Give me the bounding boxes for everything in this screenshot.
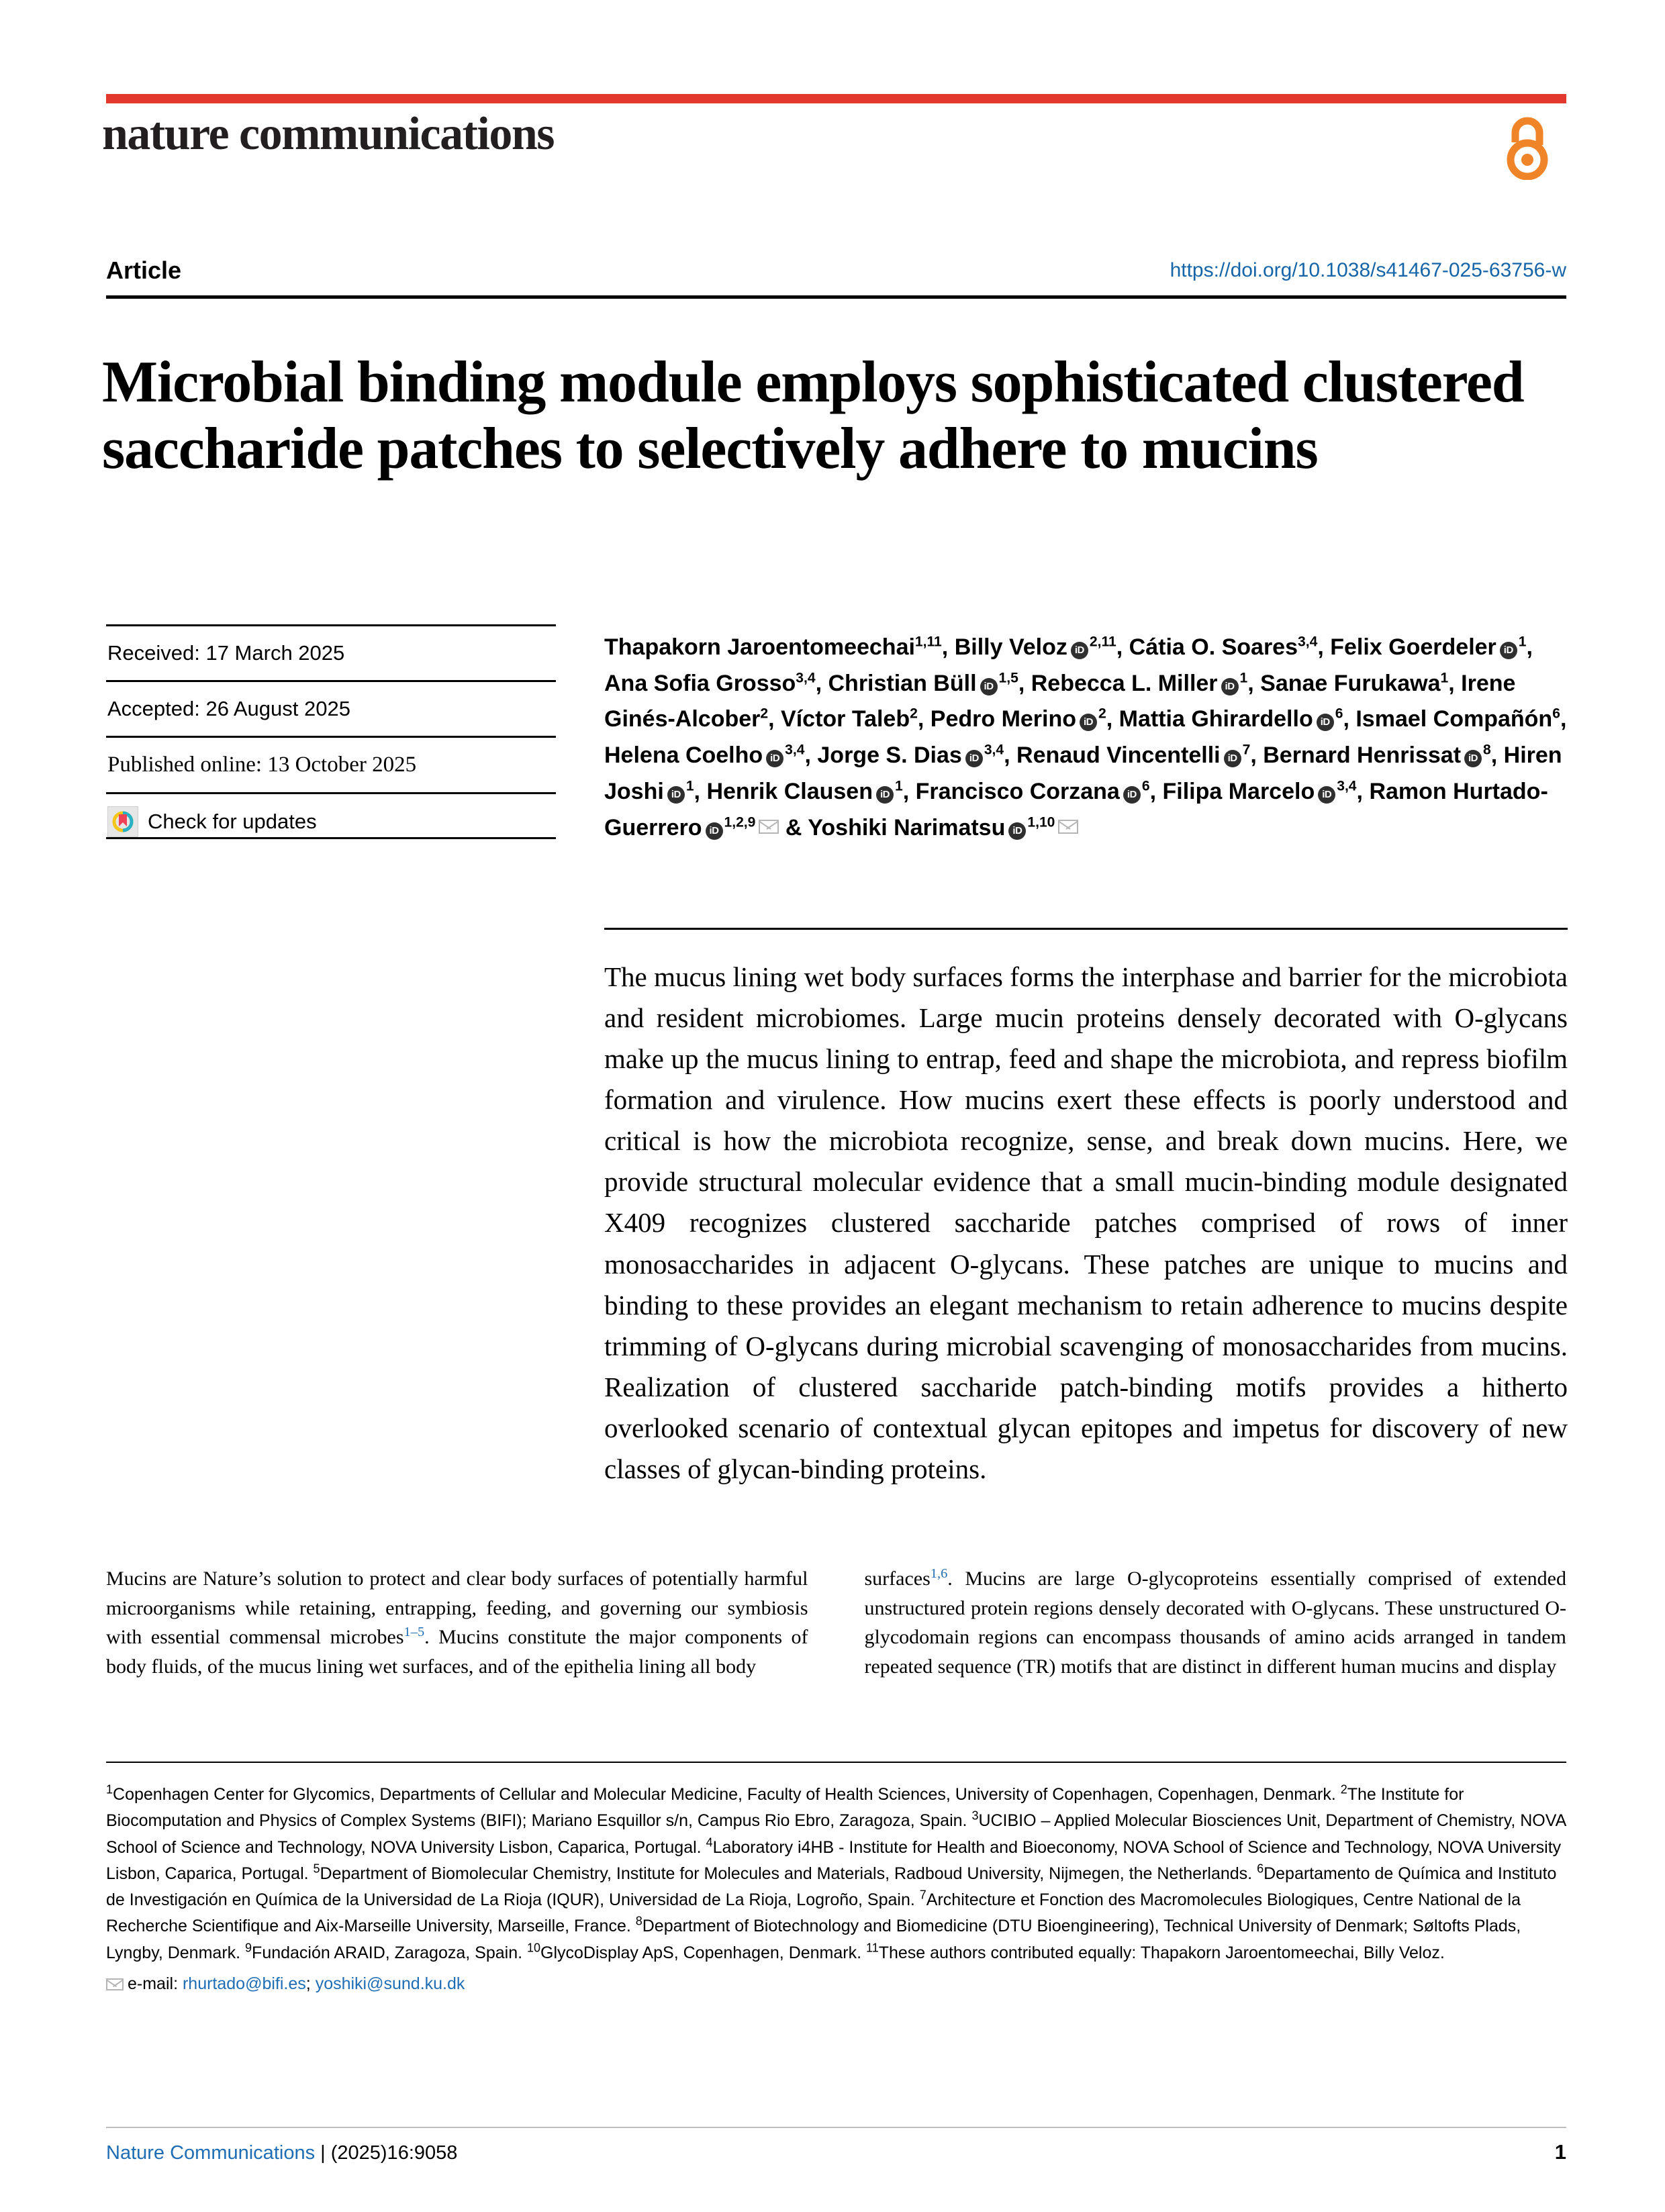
author-name: Bernard Henrissat bbox=[1263, 742, 1462, 769]
author-separator: & bbox=[779, 814, 808, 840]
author-affiliation-ref[interactable]: 1,2,9 bbox=[724, 814, 756, 830]
author-separator: , bbox=[1356, 778, 1370, 804]
author-affiliation-ref[interactable]: 6 bbox=[1141, 778, 1150, 794]
affiliation-number: 9 bbox=[245, 1941, 252, 1955]
citation-ref-1-6[interactable]: 1,6 bbox=[930, 1566, 948, 1581]
author-separator: , bbox=[1250, 742, 1264, 769]
affiliation-text: The Institute for Biocomputation and Physics of Complex Systems (BIFI); Mariano Esquillor s/n, Campus Rio Ebro, Zaragoza, Spain. bbox=[106, 1785, 1464, 1831]
affiliation-text: Copenhagen Center for Glycomics, Departments of Cellular and Molecular Medicine, Faculty of Health Sciences, University of Copenhagen, Copenhagen, Denmark. bbox=[113, 1785, 1341, 1804]
author-affiliation-ref[interactable]: 1,5 bbox=[998, 670, 1018, 686]
footer-citation: | (2025)16:9058 bbox=[320, 2142, 458, 2164]
author-entry bbox=[1263, 742, 1503, 768]
author-affiliation-ref[interactable]: 3,4 bbox=[1337, 778, 1357, 794]
author-entry bbox=[1355, 706, 1566, 732]
author-entry bbox=[828, 671, 1031, 696]
author-affiliation-ref[interactable]: 1,10 bbox=[1027, 814, 1055, 830]
author-entry bbox=[706, 779, 915, 804]
page-number: 1 bbox=[1554, 2140, 1566, 2164]
affiliation-text: GlycoDisplay ApS, Copenhagen, Denmark. bbox=[540, 1943, 867, 1962]
author-name: Pedro Merino bbox=[930, 706, 1077, 732]
affiliation-number: 8 bbox=[635, 1914, 643, 1928]
affiliation-number: 11 bbox=[866, 1941, 879, 1955]
author-affiliation-ref[interactable]: 3,4 bbox=[1298, 634, 1318, 650]
crossmark-icon bbox=[107, 806, 138, 837]
author-entry bbox=[781, 706, 931, 732]
open-access-icon bbox=[1503, 115, 1552, 180]
received-date: Received: 17 March 2025 bbox=[107, 641, 345, 665]
affiliation-number: 7 bbox=[919, 1888, 926, 1902]
author-name: Filipa Marcelo bbox=[1162, 778, 1315, 804]
author-separator: , bbox=[902, 778, 916, 804]
article-metadata-column bbox=[106, 624, 556, 839]
author-entry bbox=[1119, 706, 1356, 732]
author-name: Henrik Clausen bbox=[706, 778, 873, 804]
author-entry bbox=[1031, 671, 1260, 696]
author-separator: , bbox=[917, 706, 931, 732]
affiliation-number: 1 bbox=[106, 1782, 113, 1796]
orcid-icon[interactable]: iD bbox=[1464, 750, 1482, 767]
envelope-icon[interactable] bbox=[1058, 820, 1078, 834]
author-name: Francisco Corzana bbox=[915, 778, 1120, 804]
author-affiliation-ref[interactable]: 6 bbox=[1552, 706, 1560, 722]
author-affiliation-ref[interactable]: 2,11 bbox=[1089, 634, 1116, 650]
abstract-text: The mucus lining wet body surfaces forms the interphase and barrier for the microbiota and resident microbiomes. Large mucin proteins densely decorated with O-glycans make up the mucus lining to entrap, feed and shape the microbiota, and repress biofilm formation and virulence. How mucins exert these effects is poorly understood and critical is how the microbiota recognize, sense, and break down mucins. Here, we provide structural molecular evidence that a small mucin-binding module designated X409 recognizes clustered saccharide patches comprised of rows of inner monosaccharides in adjacent O-glycans. These patches are unique to mucins and binding to these provides an elegant mechanism to retain adherence to mucins despite trimming of O-glycans during microbial scavenging of monosaccharides from mucins. Realization of clustered saccharide patch-binding motifs provides a hitherto overlooked scenario of contextual glycan epitopes and impetus for discovery of new classes of glycan-binding proteins. bbox=[604, 961, 1568, 1484]
accepted-date: Accepted: 26 August 2025 bbox=[107, 697, 350, 720]
author-affiliation-ref[interactable]: 1 bbox=[1518, 634, 1527, 650]
abstract-section bbox=[604, 928, 1568, 1490]
affiliations-text bbox=[106, 1782, 1570, 1966]
author-affiliation-ref[interactable]: 2 bbox=[1098, 706, 1106, 722]
footer-citation-group bbox=[106, 2142, 457, 2164]
author-affiliation-ref[interactable]: 8 bbox=[1483, 742, 1491, 758]
author-affiliation-ref[interactable]: 1,11 bbox=[914, 634, 942, 650]
body-columns bbox=[106, 1564, 1566, 1681]
page-footer bbox=[106, 2140, 1566, 2164]
author-name: Jorge S. Dias bbox=[817, 742, 962, 769]
orcid-icon[interactable]: iD bbox=[1123, 786, 1141, 804]
author-separator: , bbox=[1490, 742, 1504, 769]
author-separator: , bbox=[1149, 778, 1163, 804]
author-affiliation-ref[interactable]: 1 bbox=[894, 778, 903, 794]
author-name: Billy Veloz bbox=[954, 634, 1067, 660]
orcid-icon[interactable]: iD bbox=[706, 822, 723, 840]
affiliation-number: 3 bbox=[971, 1809, 979, 1823]
orcid-icon[interactable]: iD bbox=[1318, 786, 1335, 804]
orcid-icon[interactable]: iD bbox=[1008, 822, 1026, 840]
affiliations-block bbox=[106, 1782, 1570, 1997]
journal-logo: nature communications bbox=[102, 108, 555, 160]
header-divider-rule bbox=[106, 295, 1566, 299]
author-affiliation-ref[interactable]: 1 bbox=[685, 778, 694, 794]
author-name: Víctor Taleb bbox=[781, 706, 910, 732]
affiliation-text: Department of Biotechnology and Biomedicine (DTU Bioengineering), Technical University of Denmark; Søltofts Plads, Lyngby, Denmark. bbox=[106, 1917, 1521, 1962]
author-entry bbox=[1016, 742, 1263, 768]
affiliation-number: 4 bbox=[706, 1835, 713, 1849]
author-affiliation-ref[interactable]: 3,4 bbox=[785, 742, 805, 758]
article-header-line bbox=[106, 256, 1566, 287]
orcid-icon[interactable]: iD bbox=[1080, 714, 1097, 731]
author-entry bbox=[931, 706, 1119, 732]
affiliation-text: Laboratory i4HB - Institute for Health and Bioeconomy, NOVA School of Science and Technology, NOVA University Lisbon, Caparica, Portugal. bbox=[106, 1837, 1562, 1883]
author-name: Rebecca L. Miller bbox=[1031, 670, 1218, 696]
orcid-icon[interactable]: iD bbox=[876, 786, 894, 804]
body-left-text-1: Mucins are Nature’s solution to protect and clear body surfaces of potentially harmful microorganisms while retaining, entrapping, feeding, and governing our symbiosis with essential commensal microbes bbox=[106, 1568, 808, 1648]
masthead-accent-rule bbox=[106, 94, 1566, 103]
author-entry bbox=[1330, 634, 1533, 660]
check-for-updates-label: Check for updates bbox=[148, 810, 317, 833]
body-right-text-2: . Mucins are large O-glycoproteins essentially comprised of extended unstructured protein regions densely decorated with O-glycans. These unstructured O-glycodomain regions can encompass thousands of amino acids arranged in tandem repeated sequence (TR) motifs that are distinct in different human mucins and display bbox=[864, 1568, 1566, 1678]
orcid-icon[interactable]: iD bbox=[1500, 642, 1517, 659]
body-left-text-2: . Mucins constitute the major components of body fluids, of the mucus lining wet surfaces, and of the epithelia lining all body bbox=[106, 1626, 808, 1678]
author-entry bbox=[604, 742, 817, 768]
email-link-1[interactable]: rhurtado@bifi.es bbox=[182, 1974, 306, 1993]
orcid-icon[interactable]: iD bbox=[1071, 642, 1088, 659]
author-name: Thapakorn Jaroentomeechai bbox=[604, 634, 915, 660]
author-separator: , bbox=[1317, 634, 1331, 660]
author-name: Hiren Joshi bbox=[604, 742, 1562, 804]
orcid-icon[interactable]: iD bbox=[667, 786, 685, 804]
published-date: Published online: 13 October 2025 bbox=[107, 753, 417, 777]
affiliation-number: 2 bbox=[1340, 1782, 1347, 1796]
author-affiliation-ref[interactable]: 1 bbox=[1239, 670, 1248, 686]
doi-link[interactable]: https://doi.org/10.1038/s41467-025-63756-w bbox=[1170, 259, 1566, 281]
footer-rule bbox=[106, 2127, 1566, 2128]
email-separator: ; bbox=[305, 1974, 316, 1993]
author-separator: , bbox=[694, 778, 707, 804]
affiliation-number: 6 bbox=[1257, 1862, 1264, 1876]
affiliation-text: These authors contributed equally: Thapakorn Jaroentomeechai, Billy Veloz. bbox=[878, 1943, 1445, 1962]
author-separator: , bbox=[1526, 634, 1533, 660]
author-affiliation-ref[interactable]: 6 bbox=[1335, 706, 1343, 722]
affiliation-number: 5 bbox=[313, 1862, 320, 1876]
author-separator: , bbox=[1560, 706, 1567, 732]
author-name: Irene Ginés-Alcober bbox=[604, 670, 1516, 732]
author-affiliation-ref[interactable]: 3,4 bbox=[984, 742, 1004, 758]
body-column-left bbox=[106, 1564, 808, 1681]
envelope-icon[interactable] bbox=[759, 820, 779, 834]
author-affiliation-ref[interactable]: 2 bbox=[760, 706, 769, 722]
corresponding-email-line bbox=[106, 1971, 1570, 1997]
affiliation-text: Department of Biomolecular Chemistry, Institute for Molecules and Materials, Radboud University, Nijmegen, the Netherlands. bbox=[320, 1864, 1257, 1883]
affiliation-text: Departamento de Química and Instituto de Investigación en Química de la Universidad de La Rioja (IQUR), Universidad de La Rioja, Logroño, Spain. bbox=[106, 1864, 1557, 1909]
author-entry bbox=[1260, 671, 1461, 696]
author-separator: , bbox=[1018, 670, 1031, 696]
author-separator: , bbox=[815, 670, 828, 696]
article-type-label: Article bbox=[106, 256, 182, 284]
author-separator: , bbox=[1247, 670, 1261, 696]
author-list bbox=[604, 630, 1571, 846]
affiliation-text: UCIBIO – Applied Molecular Biosciences Unit, Department of Chemistry, NOVA School of Science and Technology, NOVA University Lisbon, Caparica, Portugal. bbox=[106, 1811, 1566, 1857]
author-name: Helena Coelho bbox=[604, 742, 763, 769]
author-separator: , bbox=[804, 742, 818, 769]
author-entry bbox=[817, 742, 1016, 768]
orcid-icon[interactable]: iD bbox=[1317, 714, 1334, 731]
author-separator: , bbox=[1004, 742, 1017, 769]
orcid-icon[interactable]: iD bbox=[980, 678, 998, 695]
author-separator: , bbox=[768, 706, 781, 732]
envelope-icon bbox=[106, 1978, 124, 1990]
footer-journal-name[interactable]: Nature Communications bbox=[106, 2142, 316, 2164]
author-name: Sanae Furukawa bbox=[1260, 670, 1441, 696]
orcid-icon[interactable]: iD bbox=[1224, 750, 1241, 767]
author-name: Mattia Ghirardello bbox=[1119, 706, 1313, 732]
author-entry bbox=[955, 634, 1129, 660]
author-name: Cátia O. Soares bbox=[1129, 634, 1298, 660]
author-entry bbox=[1162, 779, 1369, 804]
body-column-right bbox=[865, 1564, 1567, 1681]
author-name: Yoshiki Narimatsu bbox=[808, 814, 1006, 840]
page-title: Microbial binding module employs sophisticated clustered saccharide patches to selectively adhere to mucins bbox=[102, 349, 1524, 481]
affiliation-text: Fundación ARAID, Zaragoza, Spain. bbox=[252, 1943, 527, 1962]
author-affiliation-ref[interactable]: 3,4 bbox=[796, 670, 816, 686]
author-entry bbox=[808, 815, 1078, 840]
author-name: Ana Sofia Grosso bbox=[604, 670, 796, 696]
author-name: Christian Büll bbox=[828, 670, 977, 696]
author-entry bbox=[604, 671, 828, 696]
author-name: Ismael Compañón bbox=[1355, 706, 1553, 732]
orcid-icon[interactable]: iD bbox=[965, 750, 983, 767]
author-entry bbox=[604, 634, 955, 660]
author-name: Felix Goerdeler bbox=[1330, 634, 1496, 660]
author-entry bbox=[1129, 634, 1331, 660]
author-separator: , bbox=[1106, 706, 1119, 732]
meta-rule-bottom bbox=[106, 837, 556, 839]
author-name: Renaud Vincentelli bbox=[1016, 742, 1221, 769]
author-separator: , bbox=[1448, 670, 1462, 696]
author-affiliation-ref[interactable]: 1 bbox=[1440, 670, 1449, 686]
affiliation-text: Architecture et Fonction des Macromolecules Biologiques, Centre National de la Recherche Scientifique and Aix-Marseille University, Marseille, France. bbox=[106, 1890, 1521, 1936]
email-link-2[interactable]: yoshiki@sund.ku.dk bbox=[315, 1974, 465, 1993]
author-entry bbox=[916, 779, 1163, 804]
orcid-icon[interactable]: iD bbox=[766, 750, 783, 767]
orcid-icon[interactable]: iD bbox=[1221, 678, 1239, 695]
author-separator: , bbox=[1343, 706, 1356, 732]
author-affiliation-ref[interactable]: 2 bbox=[910, 706, 918, 722]
check-for-updates-button[interactable] bbox=[106, 794, 556, 837]
email-label: e-mail: bbox=[128, 1974, 179, 1993]
author-affiliation-ref[interactable]: 7 bbox=[1242, 742, 1251, 758]
body-right-text-1: surfaces bbox=[864, 1568, 931, 1590]
affiliation-number: 10 bbox=[527, 1941, 541, 1955]
citation-ref-1-5[interactable]: 1–5 bbox=[403, 1625, 425, 1639]
author-separator: , bbox=[941, 634, 955, 660]
author-separator: , bbox=[1116, 634, 1129, 660]
author-name: Ramon Hurtado-Guerrero bbox=[604, 778, 1548, 840]
affiliations-rule bbox=[106, 1762, 1566, 1763]
